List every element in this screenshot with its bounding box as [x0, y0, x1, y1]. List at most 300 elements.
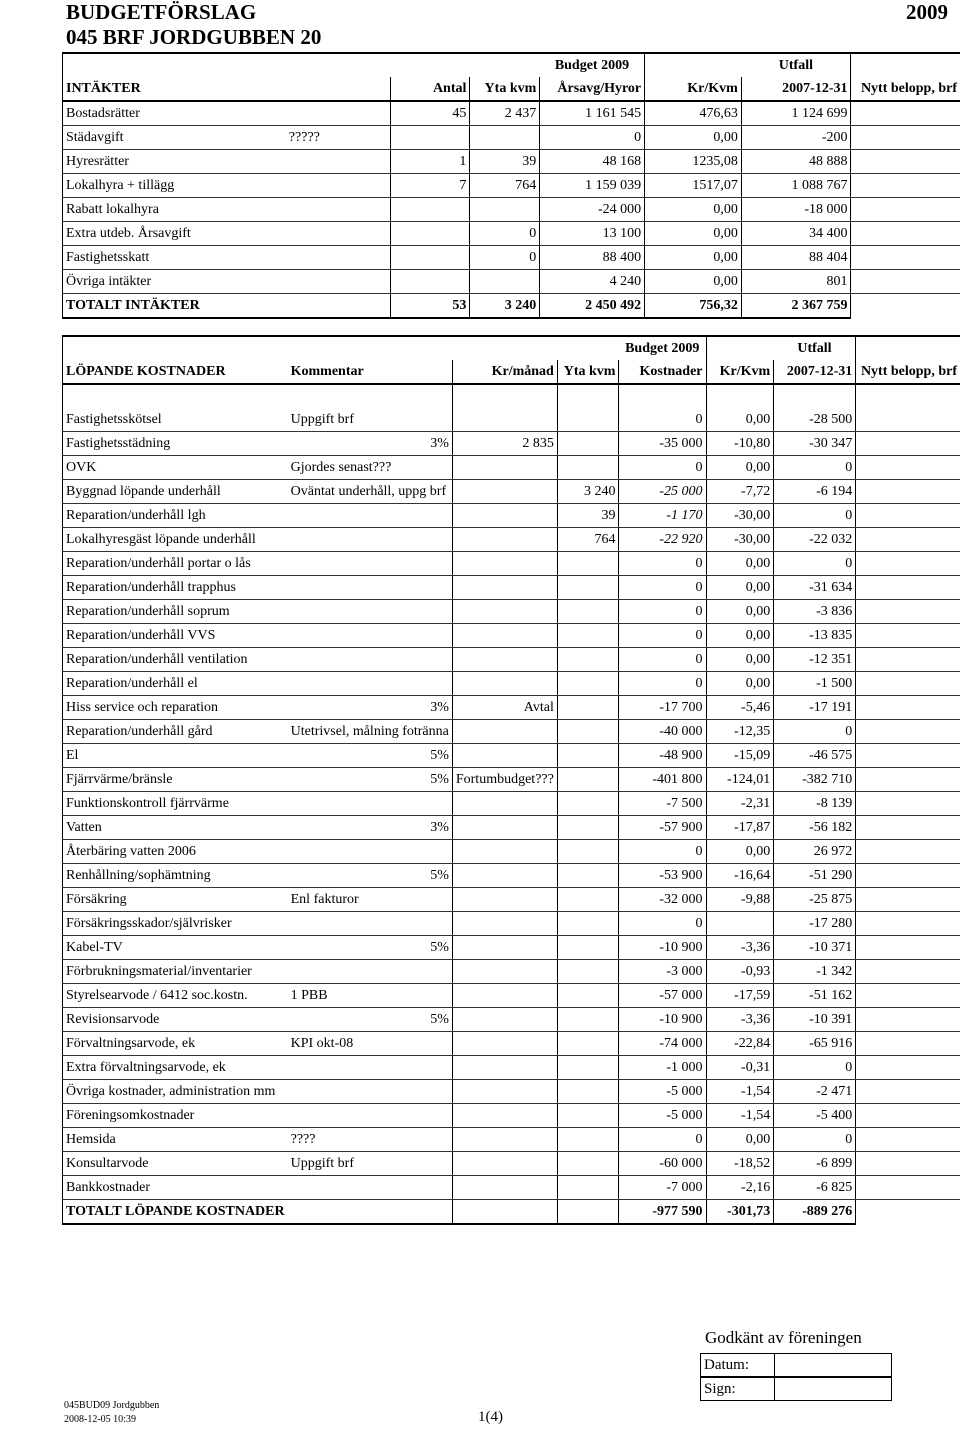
row-value: -3,36	[706, 1008, 774, 1032]
income-table	[62, 52, 960, 319]
row-value: 4 240	[540, 270, 645, 294]
row-value	[557, 672, 619, 696]
row-value: 0	[619, 600, 706, 624]
row-value: 0,00	[706, 576, 774, 600]
row-value	[557, 720, 619, 744]
row-label: Lokalhyra + tillägg	[63, 174, 286, 198]
row-value	[286, 150, 390, 174]
row-value: 0	[540, 126, 645, 150]
row-value	[452, 528, 557, 552]
row-value: -18 000	[741, 198, 851, 222]
row-value: -1 342	[774, 960, 856, 984]
row-value: 0	[619, 672, 706, 696]
table-row	[63, 888, 960, 912]
row-value	[851, 222, 960, 246]
spacer-cell	[856, 384, 960, 408]
row-value: 0	[470, 246, 540, 270]
group-header-cell: Utfall	[741, 53, 851, 77]
row-value: -5 000	[619, 1104, 706, 1128]
row-value: 0,00	[706, 408, 774, 432]
spacer-cell	[63, 384, 288, 408]
row-value: -10 900	[619, 1008, 706, 1032]
total-value: 756,32	[645, 294, 742, 319]
row-label: Extra utdeb. Årsavgift	[63, 222, 286, 246]
row-value: 0	[774, 1128, 856, 1152]
row-value	[288, 1176, 453, 1200]
row-value	[856, 408, 960, 432]
row-value: 0	[619, 840, 706, 864]
row-value	[557, 576, 619, 600]
row-value	[286, 174, 390, 198]
row-label: Bankkostnader	[63, 1176, 288, 1200]
footer-timestamp: 2008-12-05 10:39	[64, 1414, 136, 1425]
row-value: 0,00	[706, 840, 774, 864]
column-header: Kr/Kvm	[706, 360, 774, 384]
row-value	[288, 1080, 453, 1104]
row-value: 5%	[288, 936, 453, 960]
group-header-row	[63, 336, 960, 360]
row-value: 2 437	[470, 101, 540, 126]
table-row	[63, 576, 960, 600]
row-value: ????	[288, 1128, 453, 1152]
row-value	[557, 456, 619, 480]
row-value	[452, 576, 557, 600]
row-label: Reparation/underhåll ventilation	[63, 648, 288, 672]
row-value: -2,16	[706, 1176, 774, 1200]
table-row	[63, 768, 960, 792]
row-value	[557, 600, 619, 624]
group-header-cell: Budget 2009	[619, 336, 706, 360]
row-label: Kabel-TV	[63, 936, 288, 960]
row-value	[288, 840, 453, 864]
table-row	[63, 222, 960, 246]
spacer-cell	[288, 384, 453, 408]
table-row	[63, 150, 960, 174]
row-label: Övriga intäkter	[63, 270, 286, 294]
row-value: -30,00	[706, 528, 774, 552]
group-header-cell	[706, 336, 774, 360]
row-value: -10,80	[706, 432, 774, 456]
group-header-cell	[470, 53, 540, 77]
row-value: -5 400	[774, 1104, 856, 1128]
row-value	[286, 270, 390, 294]
column-header-row	[63, 360, 960, 384]
row-value	[452, 984, 557, 1008]
row-value	[851, 150, 960, 174]
row-value: 0	[619, 1128, 706, 1152]
row-value: 0	[774, 720, 856, 744]
row-value	[856, 792, 960, 816]
row-value: 3 240	[557, 480, 619, 504]
row-value	[452, 504, 557, 528]
table-row	[63, 1032, 960, 1056]
row-label: Konsultarvode	[63, 1152, 288, 1176]
row-label: Reparation/underhåll trapphus	[63, 576, 288, 600]
total-value: 3 240	[470, 294, 540, 319]
row-value	[452, 552, 557, 576]
total-value: -977 590	[619, 1200, 706, 1225]
row-value: Uppgift brf	[288, 1152, 453, 1176]
table-row	[63, 936, 960, 960]
row-value	[856, 1176, 960, 1200]
row-value	[856, 624, 960, 648]
row-value: -17,59	[706, 984, 774, 1008]
total-value	[286, 294, 390, 319]
document-subtitle: 045 BRF JORDGUBBEN 20	[66, 25, 322, 49]
row-value: 0	[774, 552, 856, 576]
row-value: Enl fakturor	[288, 888, 453, 912]
row-value: -0,93	[706, 960, 774, 984]
column-header: Kr/Kvm	[645, 77, 742, 101]
table-row	[63, 432, 960, 456]
date-field[interactable]	[700, 1353, 892, 1377]
total-row	[63, 1200, 960, 1225]
row-value	[452, 408, 557, 432]
row-value	[288, 792, 453, 816]
row-value: 1 161 545	[540, 101, 645, 126]
row-value	[557, 408, 619, 432]
row-value: 0,00	[706, 672, 774, 696]
row-label: Byggnad löpande underhåll	[63, 480, 288, 504]
table-row	[63, 1056, 960, 1080]
row-value: 5%	[288, 744, 453, 768]
row-value	[856, 1128, 960, 1152]
row-value: 13 100	[540, 222, 645, 246]
row-value: 0,00	[706, 624, 774, 648]
row-value	[851, 126, 960, 150]
row-value: 476,63	[645, 101, 742, 126]
row-value: -56 182	[774, 816, 856, 840]
approval-heading: Godkänt av föreningen	[705, 1328, 862, 1347]
row-value	[452, 1008, 557, 1032]
total-blank	[851, 294, 960, 319]
row-value	[557, 432, 619, 456]
row-value: 34 400	[741, 222, 851, 246]
row-value: 48 168	[540, 150, 645, 174]
row-value	[557, 624, 619, 648]
row-value	[286, 198, 390, 222]
row-value	[557, 1080, 619, 1104]
table-row	[63, 744, 960, 768]
row-value	[452, 480, 557, 504]
row-value: 0,00	[706, 552, 774, 576]
total-value: -889 276	[774, 1200, 856, 1225]
row-value	[557, 864, 619, 888]
total-value: 53	[390, 294, 470, 319]
row-value: 0	[470, 222, 540, 246]
table-row	[63, 864, 960, 888]
row-value: -7 500	[619, 792, 706, 816]
table-row	[63, 198, 960, 222]
row-value	[557, 1056, 619, 1080]
row-value: -12 351	[774, 648, 856, 672]
row-value: -46 575	[774, 744, 856, 768]
total-value	[557, 1200, 619, 1225]
row-label: Försäkring	[63, 888, 288, 912]
group-header-cell	[645, 53, 742, 77]
row-value	[452, 1128, 557, 1152]
row-value	[288, 672, 453, 696]
table-row	[63, 792, 960, 816]
row-value: -5,46	[706, 696, 774, 720]
row-value: -51 290	[774, 864, 856, 888]
row-value: -31 634	[774, 576, 856, 600]
spacer-cell	[774, 384, 856, 408]
row-value	[390, 222, 470, 246]
row-value: -16,64	[706, 864, 774, 888]
group-header-cell	[288, 336, 453, 360]
group-header-row	[63, 53, 960, 77]
row-value: 0,00	[645, 270, 742, 294]
row-value: -28 500	[774, 408, 856, 432]
row-value	[856, 1032, 960, 1056]
table-row	[63, 126, 960, 150]
row-value: -25 000	[619, 480, 706, 504]
row-value: -53 900	[619, 864, 706, 888]
row-value	[856, 816, 960, 840]
row-label: Föreningsomkostnader	[63, 1104, 288, 1128]
row-value	[557, 960, 619, 984]
row-value: Oväntat underhåll, uppg brf	[288, 480, 453, 504]
row-value	[856, 456, 960, 480]
row-label: Reparation/underhåll soprum	[63, 600, 288, 624]
table-row	[63, 552, 960, 576]
row-value: -22,84	[706, 1032, 774, 1056]
row-label: Lokalhyresgäst löpande underhåll	[63, 528, 288, 552]
row-value	[390, 246, 470, 270]
row-value: -30 347	[774, 432, 856, 456]
row-label: Städavgift	[63, 126, 286, 150]
row-value	[452, 744, 557, 768]
row-value: 0	[774, 456, 856, 480]
row-value: 0,00	[645, 126, 742, 150]
row-value	[851, 270, 960, 294]
row-value	[856, 600, 960, 624]
row-value: -65 916	[774, 1032, 856, 1056]
row-value: 0	[774, 1056, 856, 1080]
row-value	[452, 840, 557, 864]
row-label: Reparation/underhåll portar o lås	[63, 552, 288, 576]
row-value	[856, 576, 960, 600]
group-header-cell	[63, 336, 288, 360]
row-value	[557, 1032, 619, 1056]
row-label: Hiss service och reparation	[63, 696, 288, 720]
row-value: 0	[619, 624, 706, 648]
row-value: -401 800	[619, 768, 706, 792]
row-value	[452, 672, 557, 696]
row-value: 0,00	[706, 1128, 774, 1152]
row-value	[452, 456, 557, 480]
row-value: -6 194	[774, 480, 856, 504]
column-header: Kr/månad	[452, 360, 557, 384]
row-value: -57 000	[619, 984, 706, 1008]
row-value	[856, 1080, 960, 1104]
spacer-cell	[452, 384, 557, 408]
group-header-cell: Utfall	[774, 336, 856, 360]
row-value	[452, 600, 557, 624]
table-row	[63, 456, 960, 480]
row-value	[856, 1008, 960, 1032]
row-value: -2,31	[706, 792, 774, 816]
row-value: 0	[619, 576, 706, 600]
column-header: Kostnader	[619, 360, 706, 384]
group-header-cell	[286, 53, 390, 77]
row-value: -10 391	[774, 1008, 856, 1032]
column-header-row	[63, 77, 960, 101]
row-value: 1 088 767	[741, 174, 851, 198]
table-row	[63, 246, 960, 270]
table-row	[63, 720, 960, 744]
group-header-cell	[856, 336, 960, 360]
table-row	[63, 672, 960, 696]
row-value: 1 124 699	[741, 101, 851, 126]
row-value: 45	[390, 101, 470, 126]
row-value	[452, 1176, 557, 1200]
row-value: 26 972	[774, 840, 856, 864]
row-label: Hyresrätter	[63, 150, 286, 174]
row-value	[288, 576, 453, 600]
row-value: -60 000	[619, 1152, 706, 1176]
row-value	[557, 552, 619, 576]
row-value	[286, 222, 390, 246]
row-value	[288, 504, 453, 528]
row-value: -0,31	[706, 1056, 774, 1080]
row-value: -30,00	[706, 504, 774, 528]
total-value: 2 367 759	[741, 294, 851, 319]
row-value	[557, 792, 619, 816]
sign-field[interactable]	[700, 1377, 892, 1401]
row-value: -8 139	[774, 792, 856, 816]
row-label: Funktionskontroll fjärrvärme	[63, 792, 288, 816]
row-value: -17 280	[774, 912, 856, 936]
table-row	[63, 528, 960, 552]
column-header: 2007-12-31	[774, 360, 856, 384]
row-value: 39	[557, 504, 619, 528]
group-header-cell: Budget 2009	[540, 53, 645, 77]
table-row	[63, 1104, 960, 1128]
row-value: -35 000	[619, 432, 706, 456]
row-value	[470, 198, 540, 222]
row-value: -22 920	[619, 528, 706, 552]
row-label: Fastighetsstädning	[63, 432, 288, 456]
row-value	[288, 648, 453, 672]
row-value: 88 400	[540, 246, 645, 270]
row-value	[288, 600, 453, 624]
group-header-cell	[557, 336, 619, 360]
row-value	[288, 960, 453, 984]
row-value	[452, 1104, 557, 1128]
row-label: Återbäring vatten 2006	[63, 840, 288, 864]
spacer-cell	[557, 384, 619, 408]
row-label: Styrelsearvode / 6412 soc.kostn.	[63, 984, 288, 1008]
row-value: Gjordes senast???	[288, 456, 453, 480]
page-number: 1(4)	[478, 1409, 503, 1425]
row-value: 0,00	[706, 600, 774, 624]
row-label: Försäkringsskador/självrisker	[63, 912, 288, 936]
total-value: -301,73	[706, 1200, 774, 1225]
row-value: -3 000	[619, 960, 706, 984]
row-value: 7	[390, 174, 470, 198]
spacer-cell	[619, 384, 706, 408]
total-value	[288, 1200, 453, 1225]
row-value: -1 500	[774, 672, 856, 696]
row-value	[452, 792, 557, 816]
column-header: LÖPANDE KOSTNADER	[63, 360, 288, 384]
row-value: -5 000	[619, 1080, 706, 1104]
row-value	[856, 696, 960, 720]
row-label: Fastighetsskatt	[63, 246, 286, 270]
row-value	[557, 888, 619, 912]
table-row	[63, 1080, 960, 1104]
row-value	[470, 126, 540, 150]
row-value	[557, 840, 619, 864]
row-value: 0	[619, 552, 706, 576]
row-value	[286, 101, 390, 126]
row-value: 3%	[288, 432, 453, 456]
row-value: -10 900	[619, 936, 706, 960]
row-value	[452, 1152, 557, 1176]
row-value	[856, 888, 960, 912]
row-value	[470, 270, 540, 294]
row-value: -12,35	[706, 720, 774, 744]
row-value: 48 888	[741, 150, 851, 174]
date-label: Datum:	[701, 1354, 775, 1376]
total-blank	[856, 1200, 960, 1225]
row-value	[856, 864, 960, 888]
row-value: Fortumbudget???	[452, 768, 557, 792]
row-value: -10 371	[774, 936, 856, 960]
column-header: Yta kvm	[557, 360, 619, 384]
row-label: Revisionsarvode	[63, 1008, 288, 1032]
column-header: Nytt belopp, brf	[856, 360, 960, 384]
row-label: Vatten	[63, 816, 288, 840]
row-value: 764	[557, 528, 619, 552]
row-value	[390, 198, 470, 222]
row-value	[452, 1080, 557, 1104]
row-value	[856, 552, 960, 576]
row-value: 0	[774, 504, 856, 528]
row-value	[851, 198, 960, 222]
row-value: -1,54	[706, 1080, 774, 1104]
row-value: 1 PBB	[288, 984, 453, 1008]
group-header-cell	[63, 53, 286, 77]
row-value: -1 170	[619, 504, 706, 528]
row-value	[288, 528, 453, 552]
row-value	[856, 1152, 960, 1176]
table-row	[63, 408, 960, 432]
row-value	[856, 912, 960, 936]
row-value	[452, 816, 557, 840]
row-value	[851, 246, 960, 270]
row-value	[557, 984, 619, 1008]
row-value	[856, 504, 960, 528]
row-value	[856, 648, 960, 672]
row-label: Bostadsrätter	[63, 101, 286, 126]
column-header: INTÄKTER	[63, 77, 286, 101]
row-value: -382 710	[774, 768, 856, 792]
cost-table	[62, 335, 960, 1225]
row-label: Reparation/underhåll el	[63, 672, 288, 696]
spacer-cell	[706, 384, 774, 408]
row-value: Avtal	[452, 696, 557, 720]
row-value	[452, 648, 557, 672]
row-value: -17,87	[706, 816, 774, 840]
row-value	[856, 984, 960, 1008]
table-row	[63, 1152, 960, 1176]
row-value	[288, 912, 453, 936]
row-value	[288, 1056, 453, 1080]
row-label: Reparation/underhåll lgh	[63, 504, 288, 528]
